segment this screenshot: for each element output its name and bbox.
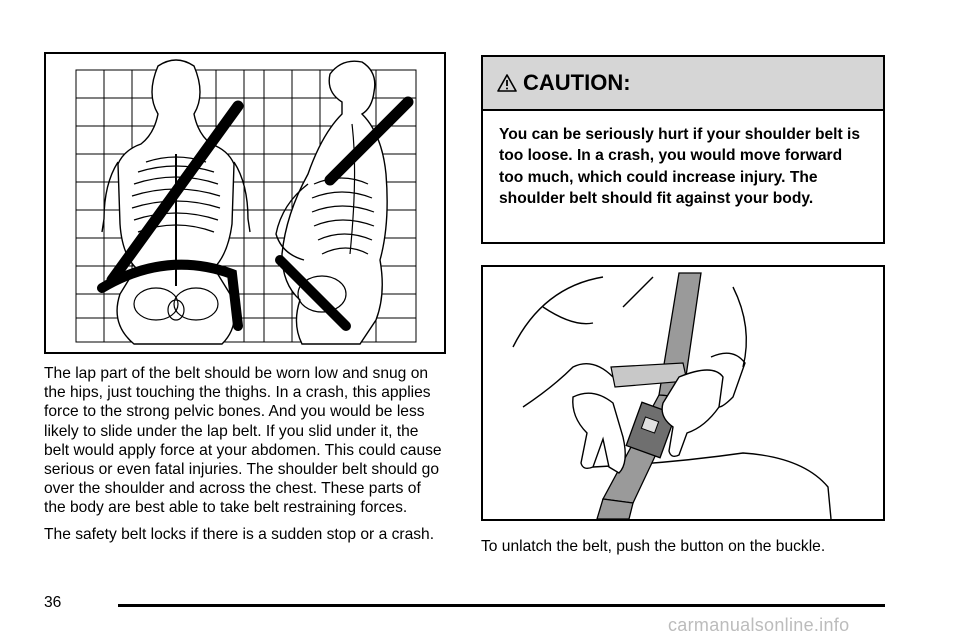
- warning-triangle-icon: [497, 73, 517, 93]
- hands-unlatch-buckle-drawing: [483, 267, 883, 519]
- caution-message: You can be seriously hurt if your shoulder belt is too loose. In a crash, you would move forward too much, which could increase injury. The shoulder belt should fit against your body.: [499, 126, 861, 208]
- right-column: [481, 55, 885, 556]
- caution-header: [483, 57, 883, 111]
- belt-explanation-text: [44, 364, 446, 544]
- unlatch-caption: To unlatch the belt, push the button on the buckle.: [481, 538, 826, 555]
- page-number: 36: [44, 594, 62, 611]
- site-watermark: carmanualsonline.info: [668, 615, 850, 635]
- skeleton-belt-drawing: [46, 54, 444, 352]
- skeleton-belt-illustration: [44, 52, 446, 354]
- belt-locks-paragraph: The safety belt locks if there is a sudden stop or a crash.: [44, 525, 435, 543]
- caution-box: [481, 55, 885, 244]
- caution-title: CAUTION:: [523, 70, 631, 95]
- lap-belt-paragraph: The lap part of the belt should be worn low and snug on the hips, just touching the thighs. In a crash, this applies force to the strong pelvic bones. And you would be less likely to slide under the lap belt. If you slid under it, the belt would apply force at your abdomen. This could cause serious or even fatal injuries. The shoulder belt should go over the shoulder and across the chest. These parts of the body are best able to take belt restraining forces.: [44, 365, 442, 517]
- buckle-illustration: [481, 265, 885, 521]
- left-column: [44, 52, 446, 544]
- side-skeleton-figure: [276, 61, 387, 344]
- footer-rule: [118, 604, 885, 607]
